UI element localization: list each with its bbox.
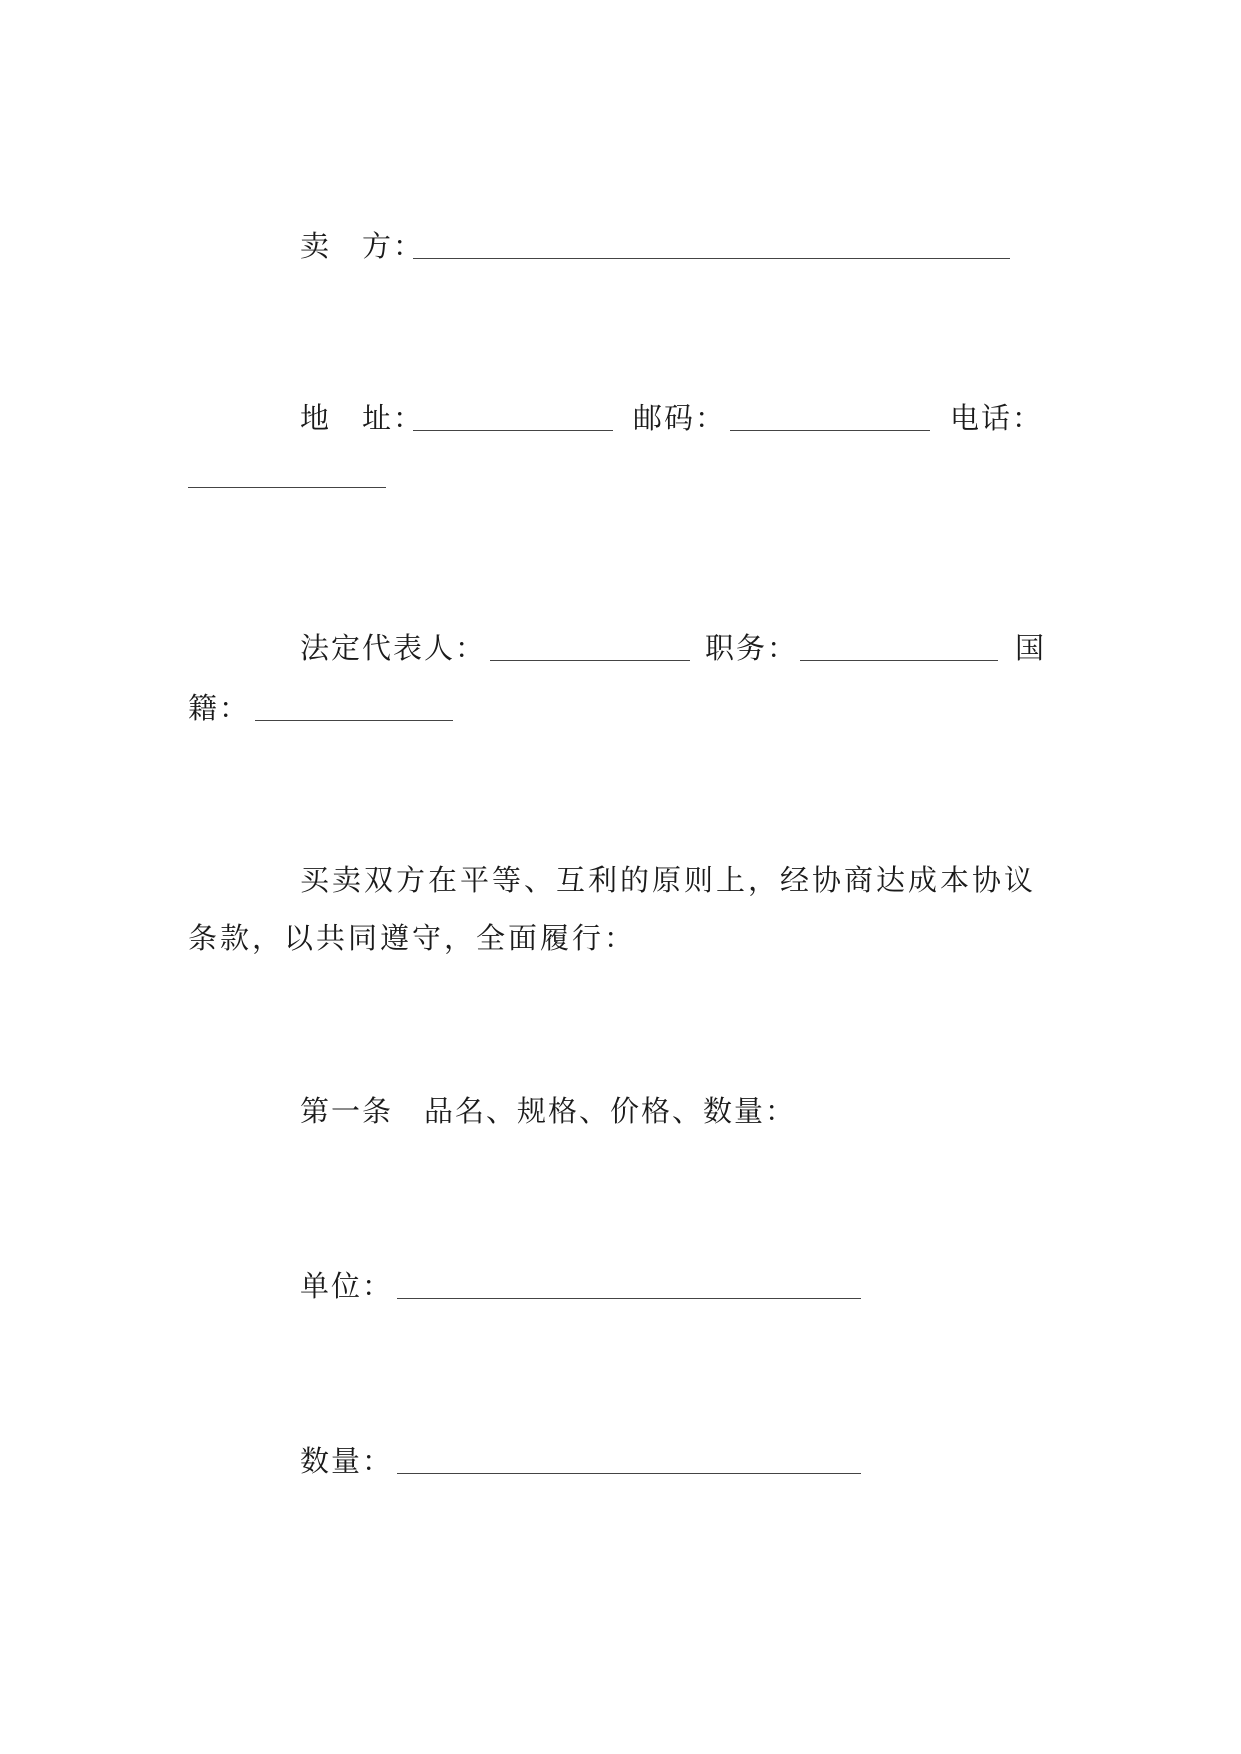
seller-blank[interactable] [413,258,1010,259]
intro-line-2: 条款，以共同遵守，全面履行： [188,921,637,955]
postcode-label: 邮码： [633,401,727,435]
address-label: 地 址： [300,401,425,435]
quantity-blank[interactable] [397,1473,861,1474]
nationality-blank[interactable] [255,720,453,721]
nationality-label-part1: 国 [1015,631,1047,665]
unit-blank[interactable] [397,1298,861,1299]
position-blank[interactable] [800,660,998,661]
quantity-label: 数量： [300,1444,394,1478]
legal-rep-blank[interactable] [490,660,690,661]
address-blank[interactable] [413,430,613,431]
phone-blank[interactable] [188,487,386,488]
legal-rep-label: 法定代表人： [300,631,487,665]
seller-label: 卖 方： [300,229,425,263]
intro-line-1: 买卖双方在平等、互利的原则上，经协商达成本协议 [300,863,1037,897]
phone-label: 电话： [950,401,1044,435]
postcode-blank[interactable] [730,430,930,431]
position-label: 职务： [705,631,799,665]
nationality-label-part2: 籍： [188,691,251,725]
article-1-heading: 第一条 品名、规格、价格、数量： [300,1094,797,1128]
unit-label: 单位： [300,1269,394,1303]
